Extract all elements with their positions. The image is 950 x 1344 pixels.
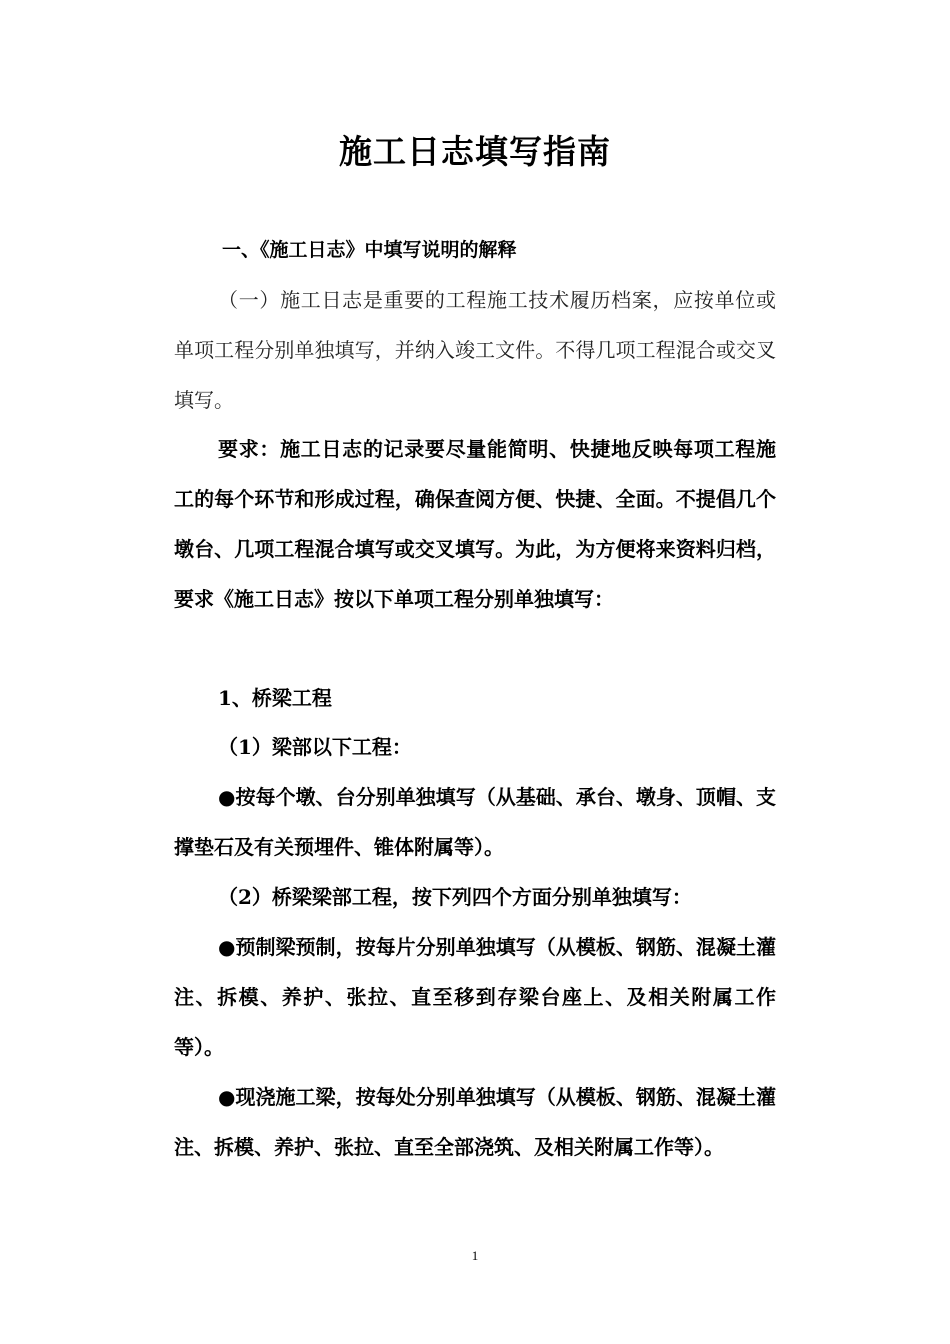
page-number: 1: [471, 1248, 479, 1263]
list-item-bridge: 1、桥梁工程: [218, 686, 332, 710]
section-heading: 一、《施工日志》中填写说明的解释: [222, 239, 517, 261]
document-title: 施工日志填写指南: [339, 132, 611, 171]
bullet-cast-in-place-beam: ●现浇施工梁，按每处分别单独填写（从模板、钢筋、混凝土灌注、拆模、养护、张拉、直至全部浇筑、及相关附属工作等）。: [174, 1085, 776, 1159]
list-item-beam-works: （2）桥梁梁部工程，按下列四个方面分别单独填写：: [218, 885, 692, 909]
paragraph-requirements: 要求：施工日志的记录要尽量能简明、快捷地反映每项工程施工的每个环节和形成过程，确保查阅方便、快捷、全面。不提倡几个墩台、几项工程混合填写或交叉填写。为此，为方便将来资料归档，要求《施工日志》按以下单项工程分别单独填写：: [174, 437, 776, 611]
paragraph-intro: （一）施工日志是重要的工程施工技术履历档案，应按单位或单项工程分别单独填写，并纳入竣工文件。不得几项工程混合或交叉填写。: [174, 288, 776, 412]
bullet-pier-abutment: ●按每个墩、台分别单独填写（从基础、承台、墩身、顶帽、支撑垫石及有关预埋件、锥体附属等）。: [174, 785, 776, 859]
list-item-below-beam: （1）梁部以下工程：: [218, 735, 412, 759]
bullet-precast-beam: ●预制梁预制，按每片分别单独填写（从模板、钢筋、混凝土灌注、拆模、养护、张拉、直至移到存梁台座上、及相关附属工作等）。: [174, 935, 776, 1059]
